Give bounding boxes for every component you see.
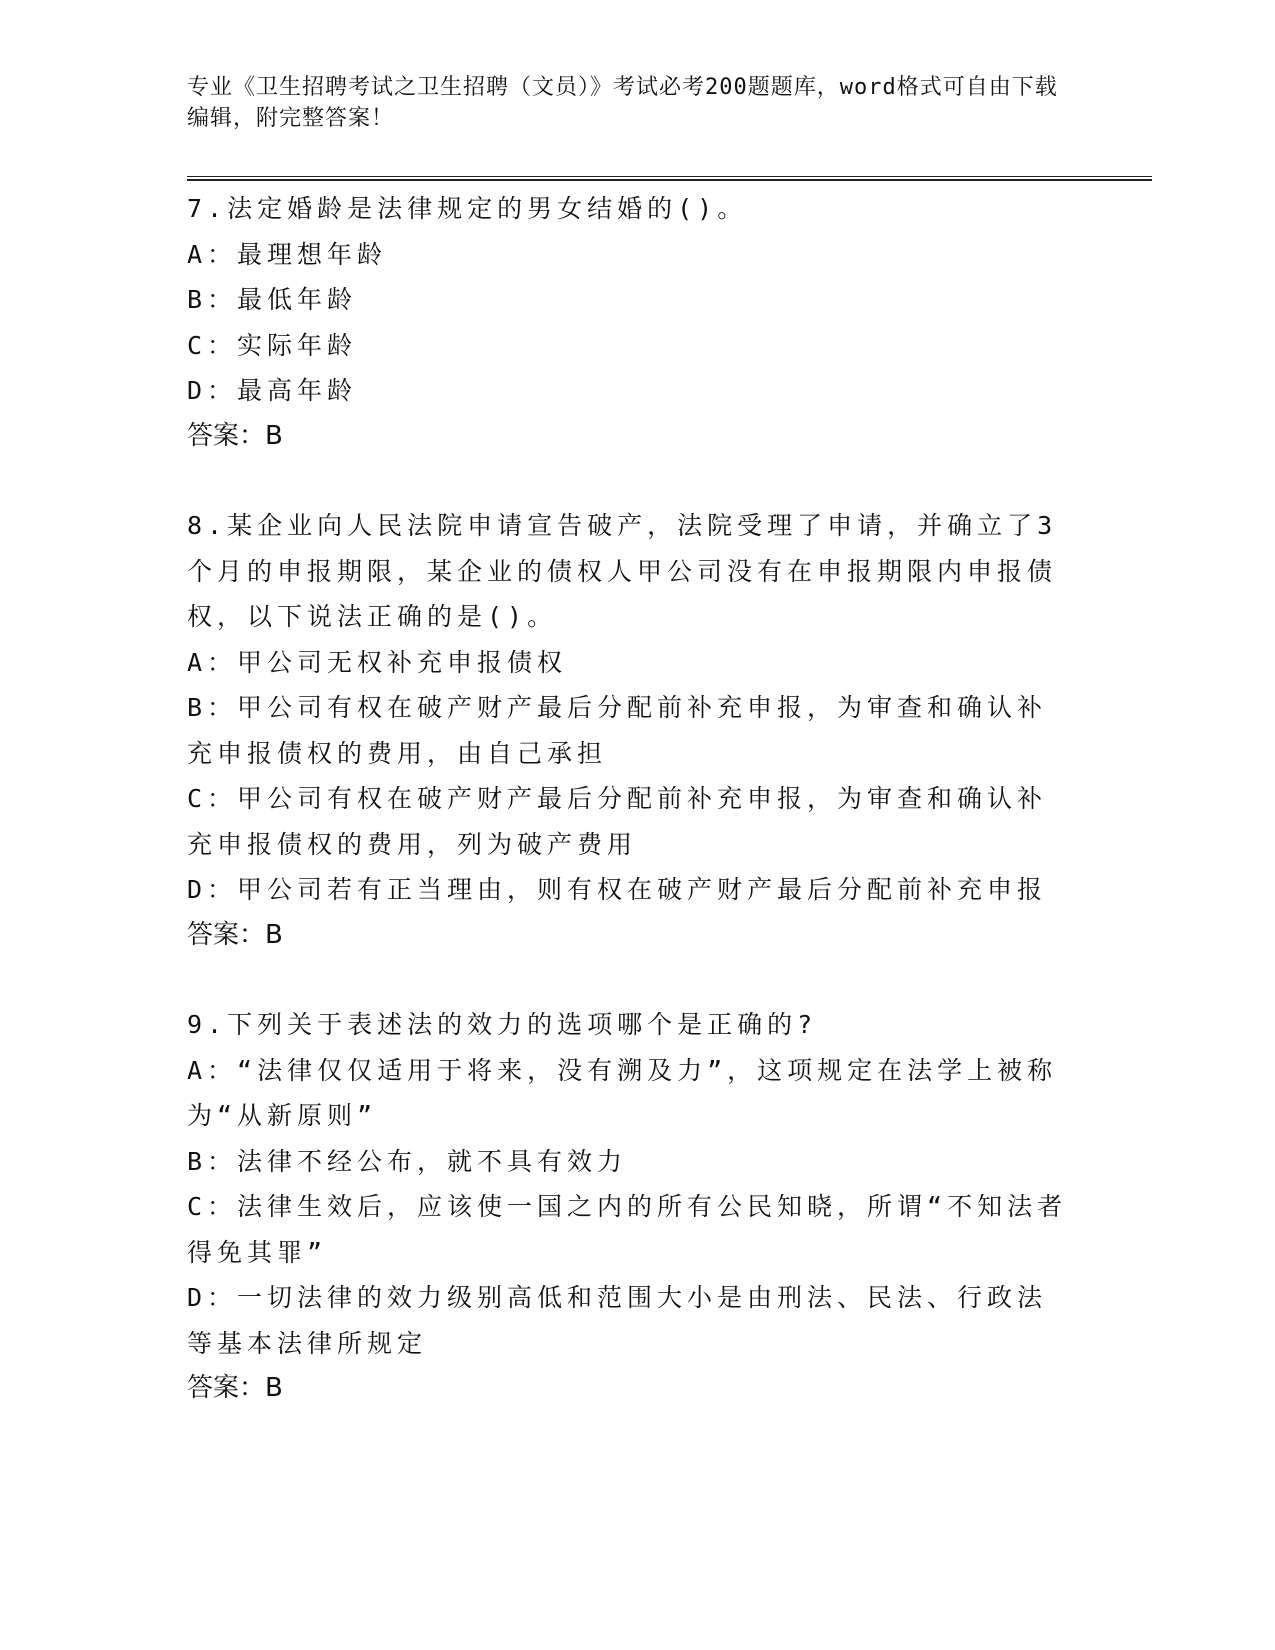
question-stem: 8.某企业向人民法院申请宣告破产，法院受理了申请，并确立了3个月的申报期限，某企业的债权人甲公司没有在申报期限内申报债权，以下说法正确的是()。 bbox=[187, 511, 1058, 631]
header-text: 专业《卫生招聘考试之卫生招聘（文员）》考试必考200题题库，word格式可自由下载编辑，附完整答案！ bbox=[187, 75, 1058, 131]
question-9 bbox=[187, 1002, 1077, 1412]
option-a: A：最理想年龄 bbox=[187, 239, 388, 269]
option-d: D：一切法律的效力级别高低和范围大小是由刑法、民法、行政法等基本法律所规定 bbox=[187, 1283, 1048, 1358]
question-list bbox=[187, 186, 1077, 1412]
answer-label: 答案：B bbox=[187, 420, 283, 451]
option-c: C：实际年龄 bbox=[187, 330, 358, 360]
option-d: D：甲公司若有正当理由，则有权在破产财产最后分配前补充申报 bbox=[187, 875, 1048, 904]
option-c: C：甲公司有权在破产财产最后分配前补充申报，为审查和确认补充申报债权的费用，列为破产费用 bbox=[187, 784, 1048, 859]
option-b: B：甲公司有权在破产财产最后分配前补充申报，为审查和确认补充申报债权的费用，由自己承担 bbox=[187, 693, 1048, 768]
question-stem: 9.下列关于表述法的效力的选项哪个是正确的? bbox=[187, 1010, 818, 1039]
header-divider bbox=[187, 176, 1152, 181]
question-7 bbox=[187, 186, 1077, 459]
question-stem: 7.法定婚龄是法律规定的男女结婚的()。 bbox=[187, 194, 748, 223]
option-d: D：最高年龄 bbox=[187, 376, 358, 405]
option-a: A：甲公司无权补充申报债权 bbox=[187, 647, 568, 677]
answer-label: 答案：B bbox=[187, 1373, 283, 1403]
answer-label: 答案：B bbox=[187, 919, 283, 950]
option-c: C：法律生效后，应该使一国之内的所有公民知晓，所谓“不知法者得免其罪” bbox=[187, 1192, 1068, 1267]
question-8 bbox=[187, 503, 1077, 958]
document-header bbox=[187, 72, 1067, 134]
option-b: B：最低年龄 bbox=[187, 285, 358, 314]
option-b: B：法律不经公布，就不具有效力 bbox=[187, 1146, 628, 1176]
option-a: A：“法律仅仅适用于将来，没有溯及力”，这项规定在法学上被称为“从新原则” bbox=[187, 1055, 1058, 1130]
